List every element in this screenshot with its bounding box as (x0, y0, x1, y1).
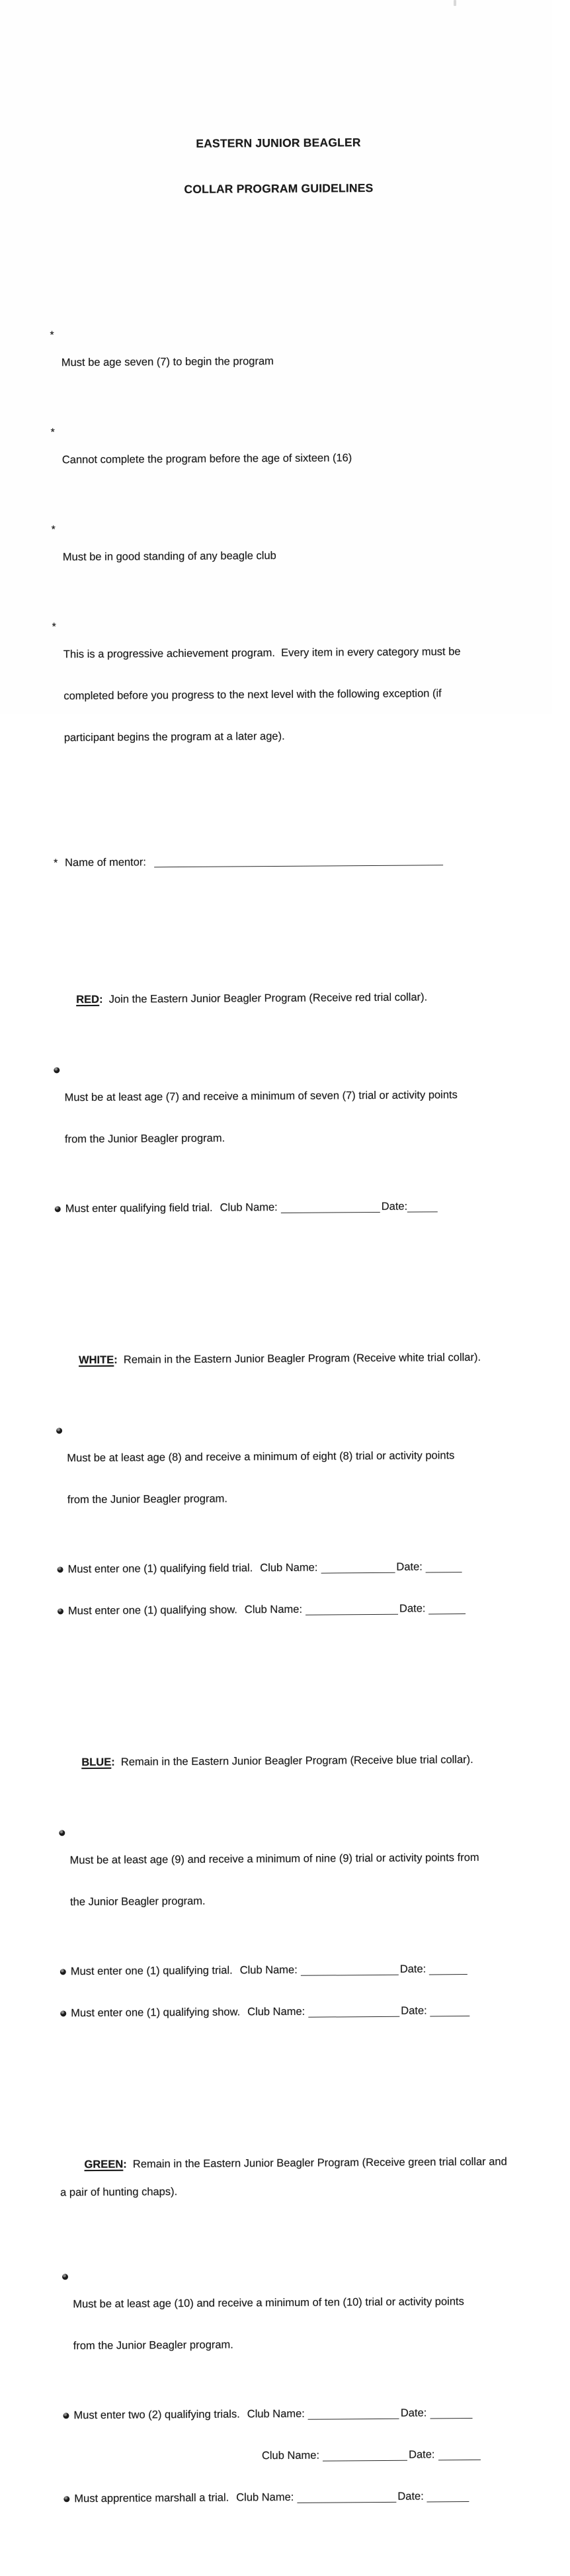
bullet-text (69, 1823, 523, 1937)
date-label: Date: (408, 2448, 435, 2461)
mentor-blank-line (154, 853, 443, 867)
bullet-item (54, 1060, 518, 1174)
asterisk-bullet-icon: * (52, 621, 56, 633)
list-item-text (63, 617, 516, 773)
bullet-text: Must enter one (1) qualifying field trial. (67, 1562, 253, 1576)
form-line (71, 2003, 524, 2020)
text-line: Must be at least age (10) and receive a minimum of ten (10) trial or activity points (73, 2296, 464, 2311)
date-label: Date: (396, 1561, 423, 1573)
club-name-blank-line (305, 1603, 398, 1615)
bullet-icon (54, 1063, 65, 1174)
club-name-blank-line (323, 2449, 407, 2461)
club-name-blank-line (297, 2491, 396, 2503)
bullet-item (63, 2489, 527, 2506)
bullet-item (55, 1199, 518, 1216)
section-description: Remain in the Eastern Junior Beagler Program (Receive green trial collar and (132, 2155, 507, 2170)
date-label: Date: (400, 2407, 427, 2419)
text-line: Cannot complete the program before the age of sixteen (16) (61, 452, 352, 466)
text-line: participant begins the program at a later age). (63, 730, 285, 744)
date-blank-line (407, 1201, 438, 1213)
list-item (52, 520, 514, 593)
bullet-text: Must apprentice marshall a trial. (74, 2491, 229, 2505)
section-white (54, 1309, 522, 1646)
mentor-label: Name of mentor: (65, 856, 147, 869)
text-line: from the Junior Beagler program. (73, 2339, 233, 2352)
text-line: This is a progressive achievement program. Every item in every category must be (63, 646, 461, 661)
section-separator: : (114, 1353, 118, 1366)
list-item (52, 617, 516, 773)
club-name-label: Club Name: (247, 2005, 305, 2018)
bullet-text: Must enter qualifying field trial. (65, 1201, 213, 1215)
section-heading (54, 1336, 519, 1381)
text-line: from the Junior Beagler program. (64, 1132, 225, 1146)
section-name: RED (76, 993, 100, 1006)
text-line: Must be at least age (8) and receive a minimum of eight (8) trial or activity points (67, 1449, 455, 1465)
bullet-icon (63, 2409, 73, 2423)
bullet-item (57, 1559, 520, 1576)
club-name-label: Club Name: (260, 1561, 318, 1574)
form-line (68, 1601, 521, 1618)
club-name-blank-line (308, 2005, 399, 2017)
section-heading (57, 1739, 522, 1783)
bullet-text (67, 1420, 520, 1535)
date-blank-line (427, 2491, 469, 2503)
club-name-blank-line (281, 1201, 380, 1213)
form-line (71, 1961, 524, 1979)
club-name-label: Club Name: (239, 1963, 298, 1977)
intro-list (50, 298, 515, 801)
bullet-icon (63, 2492, 74, 2506)
title-line-2: COLLAR PROGRAM GUIDELINES (184, 181, 374, 196)
list-item (50, 325, 512, 398)
date-blank-line (426, 1561, 462, 1573)
date-blank-line (430, 2005, 470, 2017)
form-line (67, 1559, 520, 1576)
list-item-text (61, 325, 512, 398)
asterisk-bullet-icon: * (50, 427, 55, 439)
club-name-blank-line (308, 2407, 399, 2419)
bullet-item (63, 2405, 526, 2423)
bullet-icon (60, 1965, 71, 1979)
text-line: the Junior Beagler program. (70, 1895, 206, 1909)
asterisk-bullet-icon: * (51, 524, 56, 536)
asterisk-bullet-icon: * (50, 329, 54, 341)
club-name-label: Club Name: (236, 2491, 294, 2504)
bullet-icon (55, 1202, 65, 1216)
bullet-text (73, 2266, 526, 2381)
bullet-text: Must enter two (2) qualifying trials. (73, 2408, 240, 2422)
bullet-item (58, 1601, 521, 1618)
text-line: completed before you progress to the next level with the following exception (if (63, 687, 442, 703)
date-blank-line (430, 2407, 472, 2419)
section-name: BLUE (81, 1756, 112, 1769)
bullet-item (60, 1961, 524, 1979)
mentor-line (54, 853, 516, 871)
section-separator: : (123, 2158, 127, 2170)
date-blank-line (429, 1963, 468, 1975)
date-label: Date: (401, 2004, 427, 2017)
list-item (50, 423, 513, 495)
form-line (65, 1199, 518, 1216)
club-name-label: Club Name: (220, 1201, 278, 1214)
section-description-line-2: a pair of hunting chaps). (60, 2186, 178, 2199)
bullet-text: Must enter one (1) qualifying show. (67, 1604, 237, 1617)
bullet-text: Must enter one (1) qualifying trial. (70, 1964, 233, 1978)
bullet-item (60, 2003, 524, 2020)
form-line (74, 2489, 527, 2506)
bullet-icon (57, 1563, 67, 1576)
text-line: Must be age seven (7) to begin the program (61, 355, 274, 369)
document-title (46, 104, 511, 229)
date-label: Date: (399, 1963, 427, 1975)
club-name-label: Club Name: (244, 1603, 303, 1616)
form-line-continuation (262, 2447, 527, 2463)
bullet-item (59, 1823, 523, 1937)
section-description: Join the Eastern Junior Beagler Program (Receive red trial collar). (108, 991, 428, 1006)
club-name-label: Club Name: (261, 2449, 320, 2462)
club-name-blank-line (321, 1561, 395, 1573)
club-name-blank-line (301, 1963, 399, 1976)
text-line: Must be at least age (9) and receive a minimum of nine (9) trial or activity points from (69, 1851, 479, 1867)
section-name: WHITE (78, 1353, 114, 1367)
bullet-icon (56, 1424, 67, 1535)
text-line: from the Junior Beagler program. (67, 1492, 228, 1506)
date-blank-line (428, 1603, 466, 1615)
text-line: Must be in good standing of any beagle club (62, 550, 276, 564)
title-line-1: EASTERN JUNIOR BEAGLER (196, 136, 361, 150)
section-name: GREEN (84, 2158, 124, 2171)
section-separator: : (111, 1756, 115, 1768)
bullet-icon (60, 2006, 71, 2020)
asterisk-bullet-icon: * (54, 857, 58, 869)
text-line: Must be at least age (7) and receive a minimum of seven (7) trial or activity points (64, 1089, 458, 1104)
section-separator: : (99, 993, 103, 1006)
section-red (52, 948, 518, 1244)
list-item-text (63, 520, 514, 593)
club-name-label: Club Name: (247, 2407, 305, 2421)
list-item-text (61, 423, 513, 495)
section-heading (60, 2141, 526, 2227)
section-description: Remain in the Eastern Junior Beagler Program (Receive blue trial collar). (120, 1753, 473, 1768)
bullet-item (62, 2266, 526, 2381)
section-description: Remain in the Eastern Junior Beagler Program (Receive white trial collar). (123, 1351, 481, 1366)
date-label: Date: (397, 2490, 424, 2503)
section-blue (57, 1711, 524, 2048)
date-blank-line (438, 2448, 480, 2460)
section-heading (52, 976, 516, 1021)
bullet-text (64, 1060, 518, 1174)
bullet-icon (62, 2270, 73, 2381)
form-line (73, 2405, 526, 2423)
bullet-icon (59, 1826, 70, 1937)
date-label: Date: (399, 1602, 426, 1615)
bullet-text: Must enter one (1) qualifying show. (71, 2006, 241, 2020)
date-label: Date: (381, 1200, 408, 1213)
bullet-icon (58, 1604, 68, 1618)
bullet-item (56, 1420, 520, 1535)
section-green (60, 2113, 527, 2534)
